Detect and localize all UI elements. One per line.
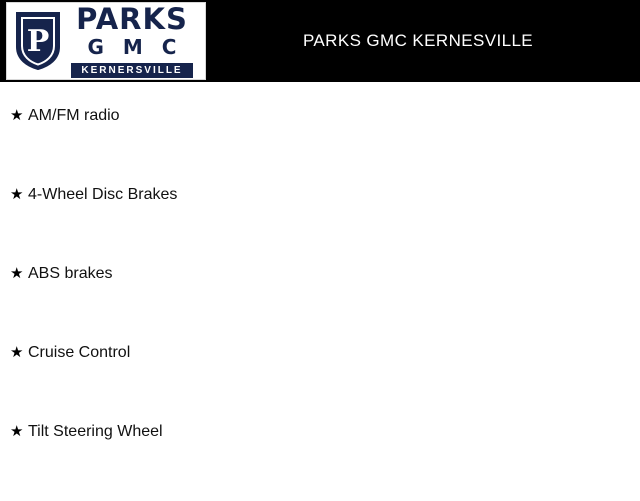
logo-city-text: KERNERSVILLE: [71, 63, 192, 78]
list-item: [0, 106, 640, 185]
list-item: [0, 343, 640, 422]
logo-brand-text: PARKS: [76, 1, 188, 36]
feature-list: [0, 82, 640, 501]
star-icon: ★: [10, 265, 24, 282]
dealership-header: [0, 0, 640, 82]
list-item: [0, 185, 640, 264]
parks-shield-icon: [15, 11, 61, 71]
feature-label: Tilt Steering Wheel: [28, 423, 163, 440]
feature-label: Cruise Control: [28, 344, 131, 361]
logo-wordmark: [63, 1, 201, 78]
dealership-logo: [6, 2, 206, 80]
logo-subbrand-text: G M C: [87, 34, 183, 59]
feature-label: AM/FM radio: [28, 107, 120, 124]
list-item: [0, 264, 640, 343]
logo-city-wrap: [63, 63, 201, 78]
page-title: PARKS GMC KERNESVILLE: [302, 31, 534, 50]
star-icon: ★: [10, 107, 24, 124]
feature-label: ABS brakes: [28, 265, 113, 282]
star-icon: ★: [10, 423, 24, 440]
star-icon: ★: [10, 344, 24, 361]
feature-label: 4-Wheel Disc Brakes: [28, 186, 178, 203]
svg-text:P: P: [26, 24, 50, 59]
star-icon: ★: [10, 186, 24, 203]
list-item: [0, 422, 640, 501]
